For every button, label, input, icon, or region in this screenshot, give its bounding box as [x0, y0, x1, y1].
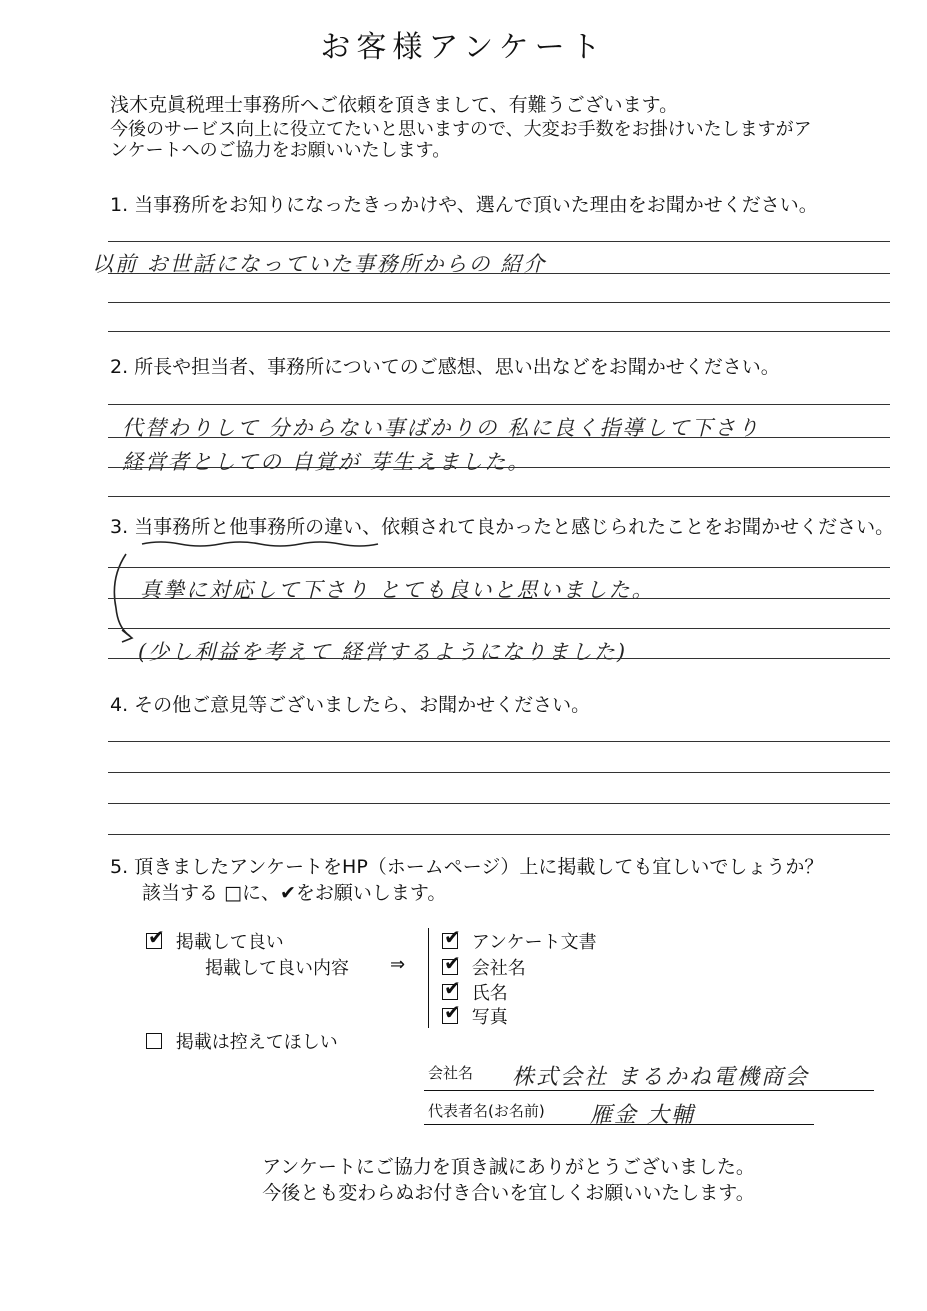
- answer-line: [108, 628, 890, 629]
- handwritten-underline: [140, 538, 380, 550]
- deny-checkbox[interactable]: [146, 1033, 162, 1049]
- item-checkbox[interactable]: [442, 976, 461, 1000]
- answer-line: [108, 567, 890, 568]
- content-item[interactable]: [442, 925, 597, 954]
- content-item[interactable]: [442, 1000, 508, 1029]
- answer-line: [108, 598, 890, 599]
- question-2: 2. 所長や担当者、事務所についてのご感想、思い出などをお聞かせください。: [110, 356, 780, 378]
- q1-answer-line-1: 以前 お世話になっていた事務所からの 紹介: [92, 252, 547, 276]
- content-bracket-bar: [428, 928, 429, 1028]
- check-mark-icon: ✔: [444, 1000, 461, 1024]
- representative-value: 雁金 大輔: [590, 1103, 695, 1128]
- item-label: アンケート文書: [471, 932, 597, 953]
- allow-checkbox[interactable]: [146, 925, 165, 949]
- intro-line-1: 浅木克眞税理士事務所へご依頼を頂きまして、有難うございます。: [110, 94, 679, 116]
- answer-line: [108, 241, 890, 242]
- option-allow[interactable]: [146, 925, 284, 954]
- allowed-content-label: 掲載して良い内容: [205, 958, 349, 979]
- answer-line: [108, 302, 890, 303]
- item-checkbox[interactable]: [442, 925, 461, 949]
- item-checkbox[interactable]: [442, 1000, 461, 1024]
- item-label: 写真: [471, 1007, 508, 1028]
- question-5-instruction: 該当する □に、✔をお願いします。: [142, 882, 447, 904]
- answer-line: [108, 834, 890, 835]
- check-mark-icon: ✔: [148, 925, 165, 949]
- check-mark-icon: ✔: [444, 925, 461, 949]
- company-value: 株式会社 まるかね電機商会: [512, 1065, 809, 1090]
- arrow-icon: ⇒: [390, 954, 406, 975]
- question-4: 4. その他ご意見等ございましたら、お聞かせください。: [110, 694, 591, 716]
- answer-line: [108, 772, 890, 773]
- company-signature-line: [424, 1090, 874, 1091]
- q3-answer-line-1: 真摯に対応して下さり とても良いと思いました。: [140, 578, 655, 602]
- closing-line-2: 今後とも変わらぬお付き合いを宜しくお願いいたします。: [262, 1182, 755, 1204]
- q2-answer-line-1: 代替わりして 分からない事ばかりの 私に良く指導して下さり: [122, 416, 761, 440]
- deny-label: 掲載は控えてほしい: [175, 1032, 338, 1053]
- answer-line: [108, 437, 890, 438]
- answer-line: [108, 658, 890, 659]
- item-label: 氏名: [471, 983, 508, 1004]
- check-mark-icon: ✔: [444, 976, 461, 1000]
- representative-signature-line: [424, 1124, 814, 1125]
- answer-line: [108, 331, 890, 332]
- q2-answer-line-2: 経営者としての 自覚が 芽生えました。: [122, 450, 531, 474]
- company-label: 会社名: [428, 1064, 474, 1082]
- question-3: 3. 当事務所と他事務所の違い、依頼されて良かったと感じられたことをお聞かせください。: [110, 516, 895, 538]
- allow-label: 掲載して良い: [175, 932, 284, 953]
- closing-line-1: アンケートにご協力を頂き誠にありがとうございました。: [262, 1156, 755, 1178]
- option-deny[interactable]: [146, 1028, 338, 1054]
- item-checkbox[interactable]: [442, 951, 461, 975]
- q3-answer-line-2: (少し利益を考えて 経営するようになりました): [138, 640, 628, 664]
- answer-line: [108, 273, 890, 274]
- answer-line: [108, 803, 890, 804]
- answer-line: [108, 404, 890, 405]
- page-title: お客様アンケート: [320, 30, 607, 65]
- representative-label: 代表者名(お名前): [428, 1102, 545, 1120]
- answer-line: [108, 741, 890, 742]
- intro-line-3: ンケートへのご協力をお願いいたします。: [110, 140, 451, 161]
- intro-line-2: 今後のサービス向上に役立てたいと思いますので、大変お手数をお掛けいたしますがア: [110, 119, 812, 140]
- item-label: 会社名: [471, 958, 526, 979]
- question-1: 1. 当事務所をお知りになったきっかけや、選んで頂いた理由をお聞かせください。: [110, 194, 818, 216]
- question-5: 5. 頂きましたアンケートをHP（ホームページ）上に掲載しても宜しいでしょうか？: [110, 856, 824, 878]
- answer-line: [108, 496, 890, 497]
- answer-line: [108, 467, 890, 468]
- check-mark-icon: ✔: [444, 951, 461, 975]
